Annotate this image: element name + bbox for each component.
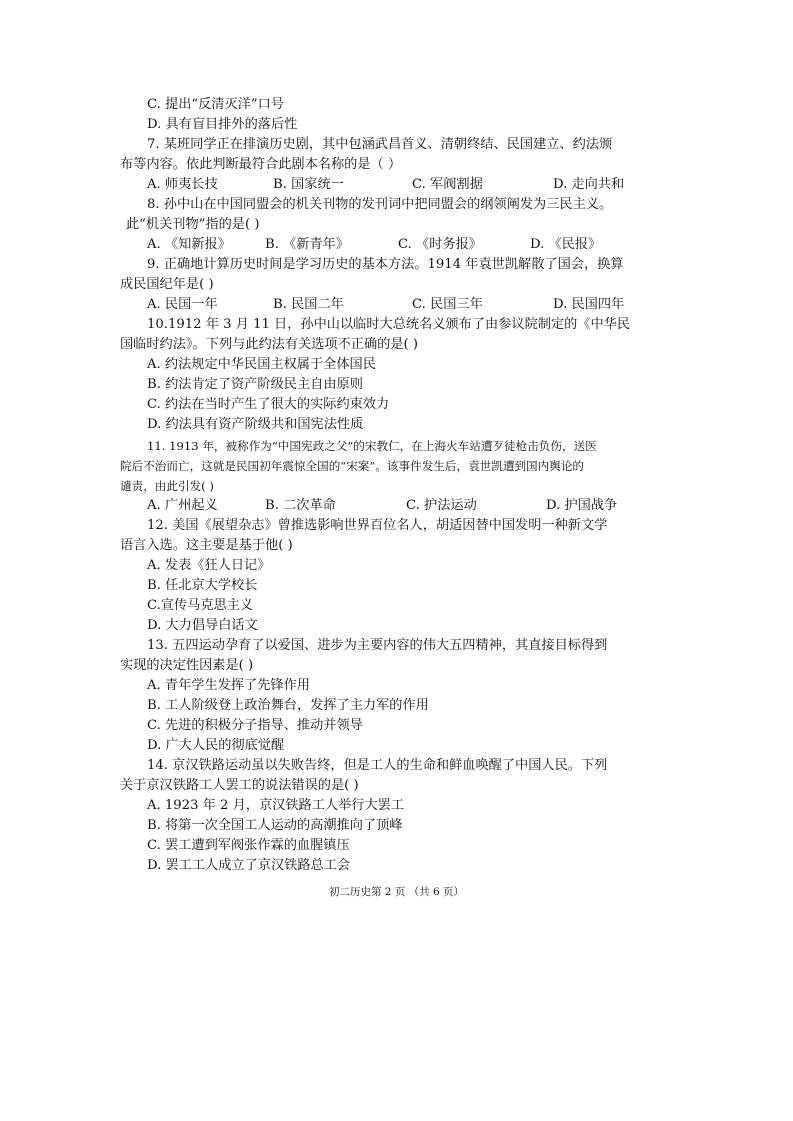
q7-stem-cont: 布等内容。依此判断最符合此剧本名称的是（ ） [120,157,402,172]
q13-option-a: A. 青年学生发挥了先锋作用 [147,678,310,693]
q12-option-c: C.宣传马克思主义 [147,598,254,613]
q7-option-a: A. 师夷长技 [147,177,218,192]
q14-option-d: D. 罢工工人成立了京汉铁路总工会 [147,858,351,873]
q9-option-b: B. 民国二年 [273,297,344,312]
q9-option-d: D. 民国四年 [553,297,625,312]
q11-option-b: B. 二次革命 [265,498,336,513]
q9-option-c: C. 民国三年 [412,297,483,312]
q8-stem-cont: 此“机关刊物”指的是( ) [126,217,260,232]
q14-option-b: B. 将第一次全国工人运动的高潮推向了顶峰 [147,818,403,833]
q8-option-c: C. 《时务报》 [398,237,482,252]
q11-stem-cont: 院后不治而亡，这就是民国初年震惊全国的“宋案”。该事件发生后，袁世凯遭到国内舆论的 [120,459,585,473]
q7-option-c: C. 军阀割据 [412,177,483,192]
q11-option-c: C. 护法运动 [406,498,477,513]
q13-option-d: D. 广大人民的彻底觉醒 [147,738,285,753]
q10-option-c: C. 约法在当时产生了很大的实际约束效力 [147,397,390,412]
q6-option-c: C. 提出“反清灭洋”口号 [147,97,284,112]
q11-option-a: A. 广州起义 [147,498,218,513]
q10-option-a: A. 约法规定中华民国主权属于全体国民 [147,357,376,372]
q8-stem: 8. 孙中山在中国同盟会的机关刊物的发刊词中把同盟会的纲领阐发为三民主义。 [147,197,613,212]
q8-option-b: B. 《新青年》 [265,237,350,252]
q6-option-d: D. 具有盲目排外的落后性 [147,117,298,132]
q8-option-a: A. 《知新报》 [147,237,231,252]
q11-stem-cont-2: 谴责，由此引发( ) [120,479,214,493]
q14-stem: 14. 京汉铁路运动虽以失败告终，但是工人的生命和鲜血唤醒了中国人民。下列 [147,758,608,773]
q14-stem-cont: 关于京汉铁路工人罢工的说法错误的是( ) [120,778,359,793]
q9-stem-cont: 成民国纪年是( ) [120,277,214,292]
q12-option-d: D. 大力倡导白话文 [147,618,258,633]
q11-option-d: D. 护国战争 [546,498,618,513]
page-footer: 初二历史第 2 页 （共 6 页） [328,886,465,898]
q12-option-a: A. 发表《狂人日记》 [147,558,271,573]
q12-stem-cont: 语言入选。这主要是基于他( ) [120,538,293,553]
q12-stem: 12. 美国《展望杂志》曾推选影响世界百位名人，胡适因替中国发明一种新文学 [147,518,608,533]
q11-stem: 11. 1913 年，被称作为“中国宪政之父”的宋教仁，在上海火车站遭歹徒枪击负伤，送医 [147,439,597,453]
q13-stem-cont: 实现的决定性因素是( ) [120,658,254,673]
q7-stem: 7. 某班同学正在排演历史剧，其中包涵武昌首义、清朝终结、民国建立、约法颁 [147,137,613,152]
q12-option-b: B. 任北京大学校长 [147,578,258,593]
q10-option-b: B. 约法肯定了资产阶级民主自由原则 [147,377,363,392]
q10-stem: 10.1912 年 3 月 11 日，孙中山以临时大总统名义颁布了由参议院制定的《中华民 [147,317,631,332]
q7-option-d: D. 走向共和 [553,177,625,192]
q13-option-c: C. 先进的积极分子指导、推动并领导 [147,718,363,733]
q8-option-d: D. 《民报》 [530,237,602,252]
q14-option-a: A. 1923 年 2 月，京汉铁路工人举行大罢工 [147,798,405,813]
q10-stem-cont: 国临时约法》。下列与此约法有关选项不正确的是( ) [120,337,419,352]
q10-option-d: D. 约法具有资产阶级共和国宪法性质 [147,417,364,432]
q13-stem: 13. 五四运动孕育了以爱国、进步为主要内容的伟大五四精神，其直接目标得到 [147,638,608,653]
q14-option-c: C. 罢工遭到军阀张作霖的血腥镇压 [147,838,350,853]
q13-option-b: B. 工人阶级登上政治舞台，发挥了主力军的作用 [147,698,429,713]
q7-option-b: B. 国家统一 [273,177,344,192]
q9-stem: 9. 正确地计算历史时间是学习历史的基本方法。1914 年袁世凯解散了国会，换算 [147,257,624,272]
q9-option-a: A. 民国一年 [147,297,218,312]
